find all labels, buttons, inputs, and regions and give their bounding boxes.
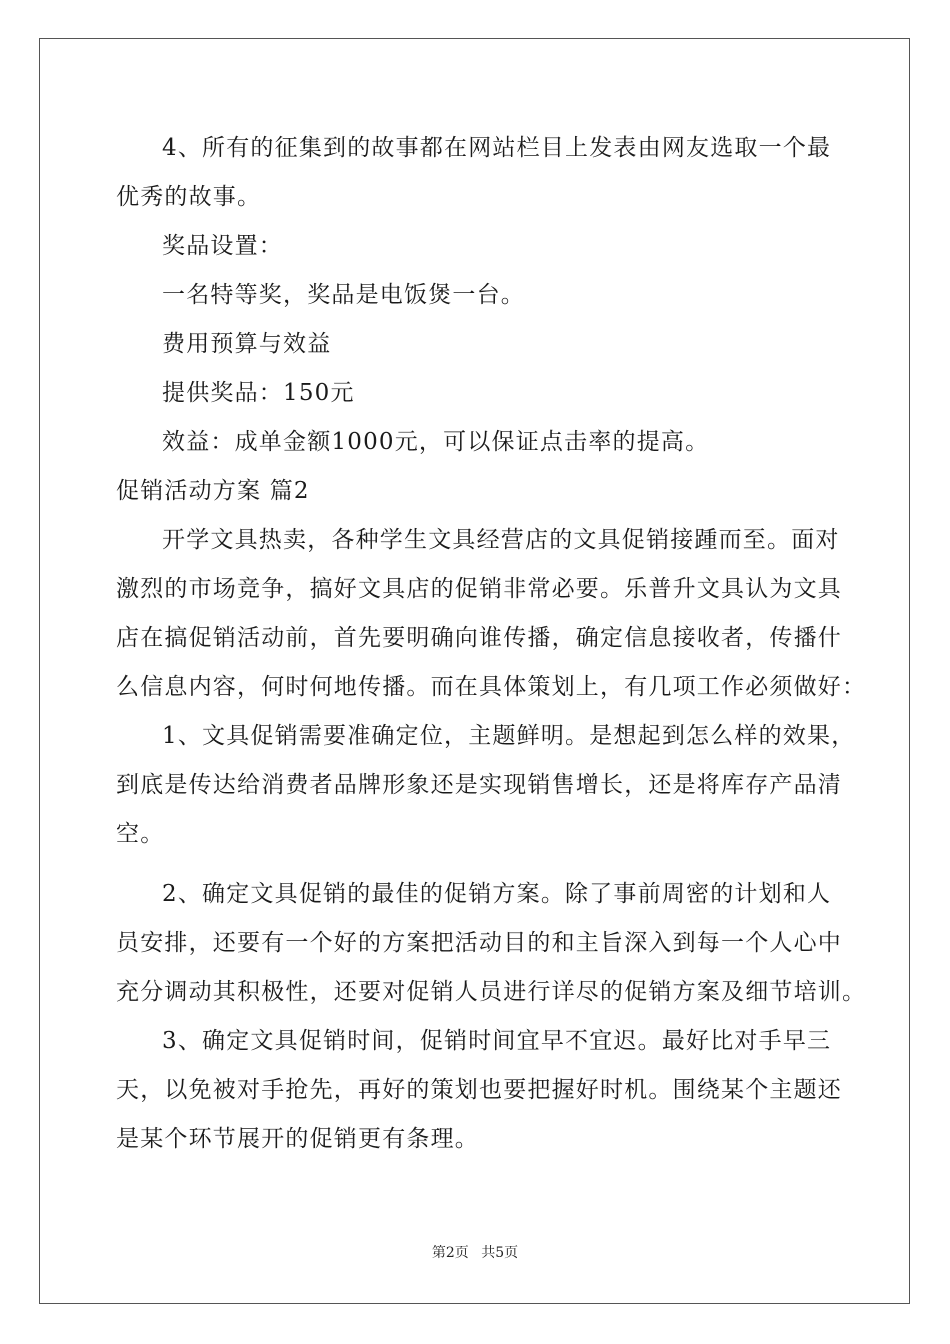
paragraph-line: 是某个环节展开的促销更有条理。 (116, 1126, 479, 1152)
paragraph-line: 3、确定文具促销时间，促销时间宜早不宜迟。最好比对手早三 (162, 1028, 832, 1054)
paragraph-line: 优秀的故事。 (116, 184, 262, 210)
paragraph-line: 效益：成单金额1000元，可以保证点击率的提高。 (162, 429, 710, 455)
paragraph-line: 到底是传达给消费者品牌形象还是实现销售增长，还是将库存产品清 (116, 772, 842, 798)
paragraph-line: 店在搞促销活动前，首先要明确向谁传播，确定信息接收者，传播什 (116, 625, 842, 651)
paragraph-line: 员安排，还要有一个好的方案把活动目的和主旨深入到每一个人心中 (116, 930, 842, 956)
paragraph-line: 天，以免被对手抢先，再好的策划也要把握好时机。围绕某个主题还 (116, 1077, 842, 1103)
paragraph-line: 奖品设置： (162, 233, 283, 259)
paragraph-line: 么信息内容，何时何地传播。而在具体策划上，有几项工作必须做好： (116, 674, 867, 700)
paragraph-line: 空。 (116, 821, 165, 847)
paragraph-line: 费用预算与效益 (162, 331, 332, 357)
paragraph-line: 开学文具热卖，各种学生文具经营店的文具促销接踵而至。面对 (162, 527, 840, 553)
page-total: 共5页 (481, 1245, 519, 1261)
section-heading: 促销活动方案 篇2 (116, 478, 310, 504)
page-number: 第2页 (431, 1245, 469, 1261)
document-body (116, 130, 867, 1170)
paragraph-line: 激烈的市场竞争，搞好文具店的促销非常必要。乐普升文具认为文具 (116, 576, 842, 602)
paragraph-line: 1、文具促销需要准确定位，主题鲜明。是想起到怎么样的效果， (162, 723, 856, 749)
paragraph-line: 一名特等奖，奖品是电饭煲一台。 (162, 282, 525, 308)
paragraph-line: 4、所有的征集到的故事都在网站栏目上发表由网友选取一个最 (162, 135, 832, 161)
page-footer (0, 1242, 950, 1262)
paragraph-line: 充分调动其积极性，还要对促销人员进行详尽的促销方案及细节培训。 (116, 979, 867, 1005)
paragraph-line: 提供奖品：150元 (162, 380, 355, 406)
paragraph-line: 2、确定文具促销的最佳的促销方案。除了事前周密的计划和人 (162, 881, 832, 907)
